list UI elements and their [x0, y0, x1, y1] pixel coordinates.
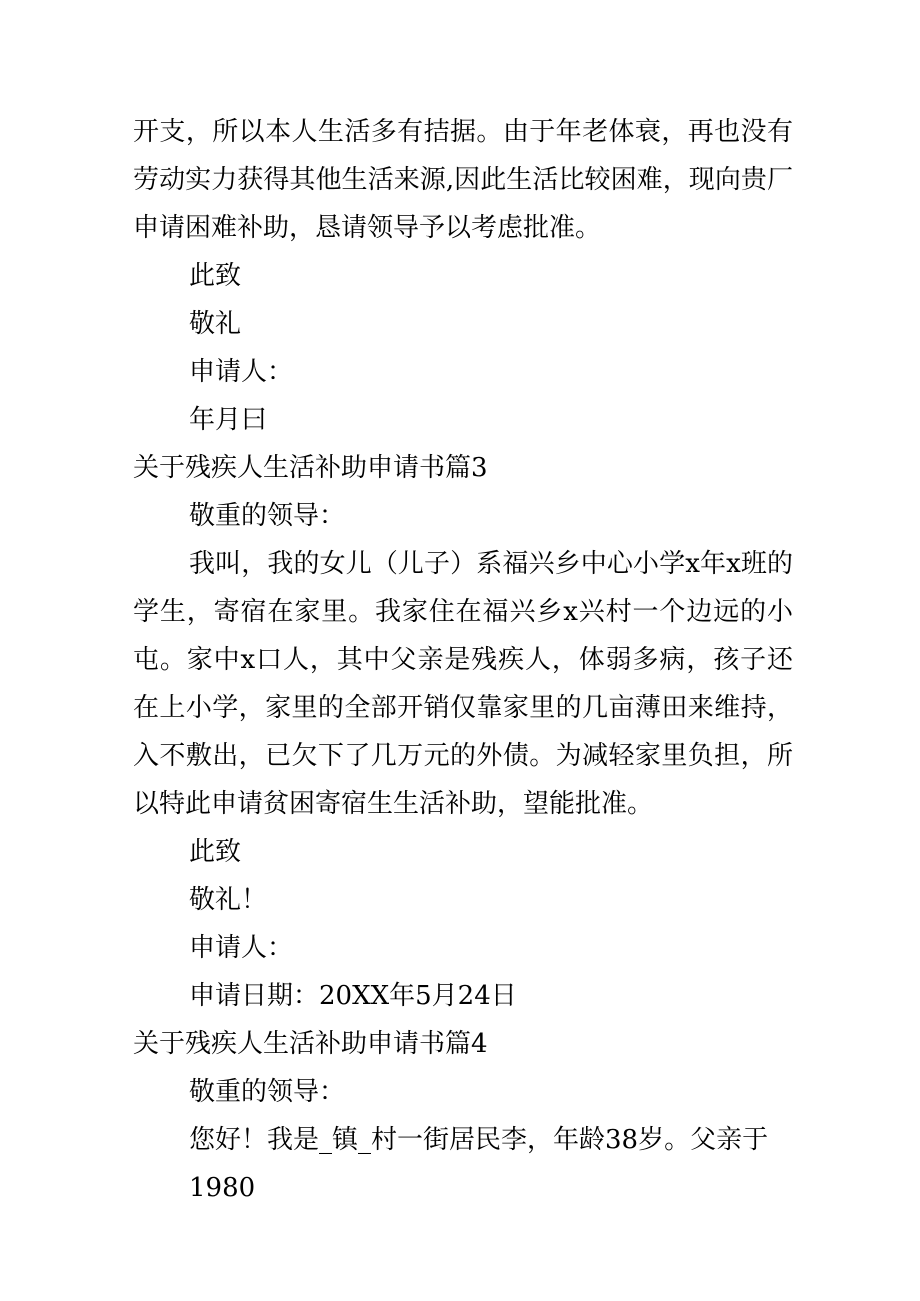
- date-line: 年月曰: [189, 405, 268, 435]
- applicant-label: 申请人：: [189, 933, 294, 963]
- salutation: 敬重的领导：: [189, 501, 346, 531]
- applicant-label: 申请人：: [189, 357, 294, 387]
- body-paragraph-start: 您好！我是_镇_村一街居民李，年龄38岁。父亲于1980: [189, 1125, 769, 1203]
- section-heading-3: 关于残疾人生活补助申请书篇3: [133, 453, 488, 483]
- salutation: 敬重的领导：: [189, 1077, 346, 1107]
- body-paragraph: 我叫，我的女儿（儿子）系福兴乡中心小学x年x班的学生，寄宿在家里。我家住在福兴乡x兴村一个边远的小屯。家中x口人，其中父亲是残疾人，体弱多病，孩子还在上小学，家里的全部开销仅靠家里的几亩薄田来维持，入不敷出，已欠下了几万元的外债。为减轻家里负担，所以特此申请贫困寄宿生生活补助，望能批准。: [133, 549, 793, 819]
- continued-paragraph: 开支，所以本人生活多有拮据。由于年老体衰，再也没有劳动实力获得其他生活来源,因此生活比较困难，现向贵厂申请困难补助，恳请领导予以考虑批准。: [133, 117, 793, 243]
- closing-jingli: 敬礼！: [189, 885, 268, 915]
- closing-cizhi: 此致: [189, 261, 242, 291]
- closing-jingli: 敬礼: [189, 309, 242, 339]
- closing-cizhi: 此致: [189, 837, 242, 867]
- document-page: [133, 108, 793, 1212]
- section-heading-4: 关于残疾人生活补助申请书篇4: [133, 1029, 488, 1059]
- application-date: 申请日期：20XX年5月24日: [189, 981, 517, 1011]
